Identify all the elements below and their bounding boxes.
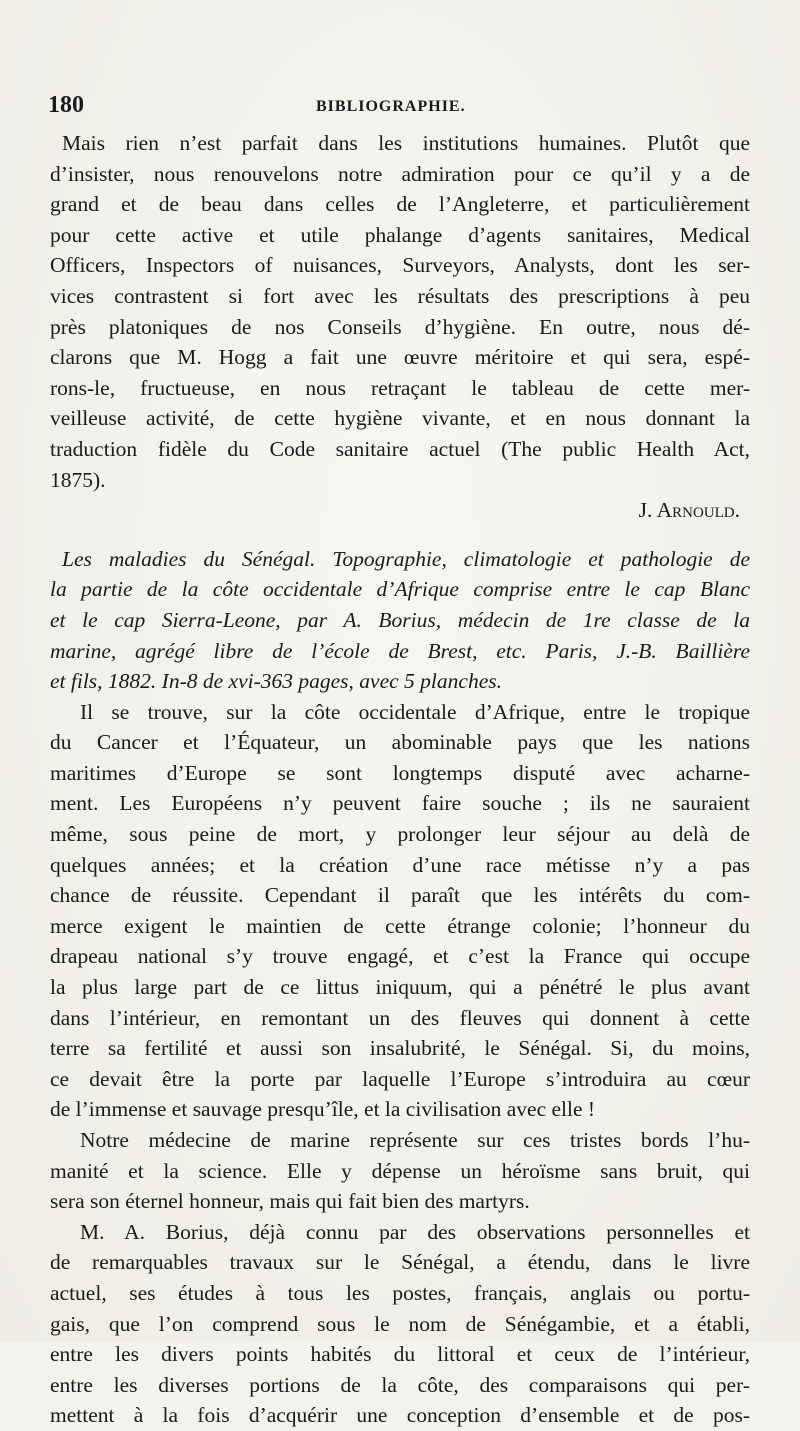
text-line: M. A. Borius, déjà connu par des observations personnelles et: [80, 1219, 750, 1244]
text-line: actuel, ses études à tous les postes, français, anglais ou portu-: [50, 1280, 750, 1305]
text-line: la plus large part de ce littus iniquum, qui a pénétré le plus avant: [50, 975, 750, 1000]
text-line: vices contrastent si fort avec les résultats des prescriptions à peu: [50, 283, 750, 308]
page-body: [50, 128, 750, 1431]
text-line: grand et de beau dans celles de l’Angleterre, et particulièrement: [50, 192, 750, 217]
text-line: veilleuse activité, de cette hygiène vivante, et en nous donnant la: [50, 406, 750, 431]
text-line: traduction fidèle du Code sanitaire actuel (The public Health Act,: [50, 436, 750, 461]
text-line: drapeau national s’y trouve engagé, et c’est la France qui occupe: [50, 944, 750, 969]
page-header: [48, 92, 748, 122]
paragraph: [50, 697, 750, 1125]
text-line: dans l’intérieur, en remontant un des fleuves qui donnent à cette: [50, 1005, 750, 1030]
text-line: même, sous peine de mort, y prolonger leur séjour au delà de: [50, 822, 750, 847]
text-line: d’insister, nous renouvelons notre admiration pour ce qu’il y a de: [50, 161, 750, 186]
text-line: pour cette active et utile phalange d’agents sanitaires, Medical: [50, 222, 750, 247]
citation-line: la partie de la côte occidentale d’Afrique comprise entre le cap Blanc: [50, 577, 750, 602]
text-line: maritimes d’Europe se sont longtemps disputé avec acharne-: [50, 760, 750, 785]
book-citation: [50, 544, 750, 697]
text-line: terre sa fertilité et aussi son insalubrité, le Sénégal. Si, du moins,: [50, 1036, 750, 1061]
text-line: près platoniques de nos Conseils d’hygiène. En outre, nous dé-: [50, 314, 750, 339]
review-hogg: [50, 128, 750, 526]
text-line: entre les divers points habités du littoral et ceux de l’intérieur,: [50, 1342, 750, 1367]
text-line: Mais rien n’est parfait dans les institutions humaines. Plutôt que: [62, 131, 750, 155]
text-line: mettent à la fois d’acquérir une conception d’ensemble et de pos-: [50, 1403, 750, 1428]
text-line: ment. Les Européens n’y peuvent faire souche ; ils ne sauraient: [50, 791, 750, 816]
text-line: Il se trouve, sur la côte occidentale d’Afrique, entre le tropique: [80, 699, 750, 724]
review-signature: J. Arnould.: [638, 498, 740, 523]
text-line: gais, que l’on comprend sous le nom de Sénégambie, et a établi,: [50, 1311, 750, 1336]
review-borius: [50, 544, 750, 1431]
text-line: 1875).: [50, 467, 106, 492]
text-line: Notre médecine de marine représente sur ces tristes bords l’hu-: [80, 1128, 750, 1152]
text-line: clarons que M. Hogg a fait une œuvre méritoire et qui sera, espé-: [50, 345, 750, 370]
citation-line: et fils, 1882. In-8 de xvi-363 pages, avec 5 planches.: [50, 669, 502, 694]
text-line: chance de réussite. Cependant il paraît que les intérêts du com-: [50, 883, 750, 908]
citation-line: Les maladies du Sénégal. Topographie, climatologie et pathologie de: [62, 546, 750, 571]
text-line: entre les diverses portions de la côte, des comparaisons qui per-: [50, 1372, 750, 1397]
text-line: de remarquables travaux sur le Sénégal, a étendu, dans le livre: [50, 1250, 750, 1275]
text-line: quelques années; et la création d’une race métisse n’y a pas: [50, 852, 750, 877]
text-line: ce devait être la porte par laquelle l’Europe s’introduira au cœur: [50, 1066, 750, 1091]
text-line: sera son éternel honneur, mais qui fait bien des martyrs.: [50, 1189, 530, 1214]
text-line: manité et la science. Elle y dépense un héroïsme sans bruit, qui: [50, 1158, 750, 1183]
page-number: 180: [48, 92, 84, 118]
citation-line: marine, agrégé libre de l’école de Brest, etc. Paris, J.-B. Baillière: [50, 638, 750, 663]
text-line: de l’immense et sauvage presqu’île, et la civilisation avec elle !: [50, 1097, 596, 1122]
citation-line: et le cap Sierra-Leone, par A. Borius, médecin de 1re classe de la: [50, 607, 750, 632]
text-line: Officers, Inspectors of nuisances, Surveyors, Analysts, dont les ser-: [50, 253, 750, 278]
text-line: rons-le, fructueuse, en nous retraçant le tableau de cette mer-: [50, 375, 750, 400]
paragraph: [50, 1217, 750, 1431]
running-head: BIBLIOGRAPHIE.: [316, 98, 466, 115]
text-line: merce exigent le maintien de cette étrange colonie; l’honneur du: [50, 913, 750, 938]
text-line: du Cancer et l’Équateur, un abominable pays que les nations: [50, 730, 750, 755]
paragraph: [50, 1125, 750, 1217]
